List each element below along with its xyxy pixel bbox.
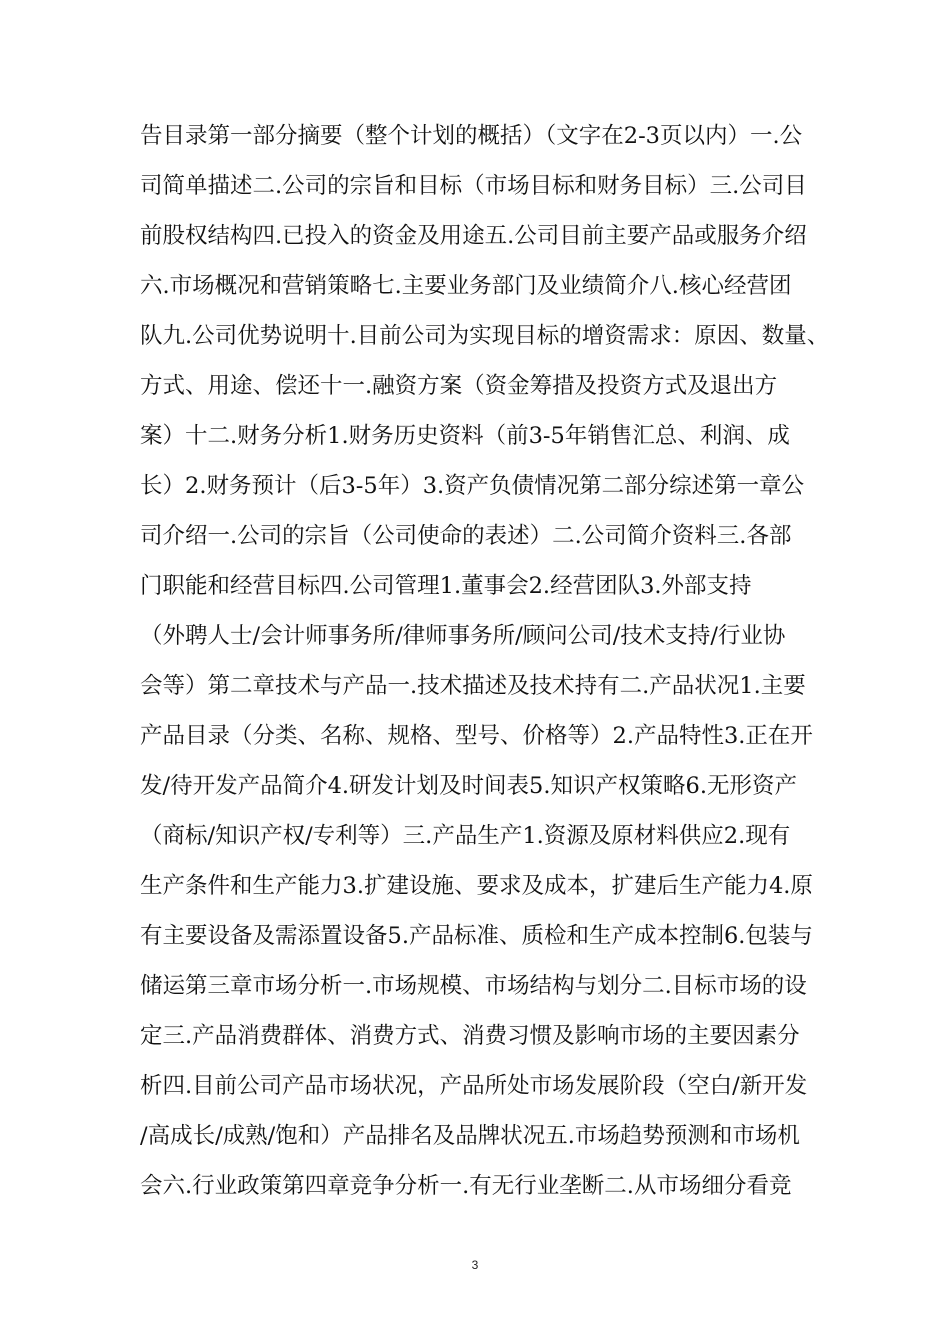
text-line: /高成长/成熟/饱和）产品排名及品牌状况五.市场趋势预测和市场机 <box>140 1123 800 1149</box>
text-line: 发/待开发产品简介4.研发计划及时间表5.知识产权策略6.无形资产 <box>140 773 797 799</box>
text-line: 析四.目前公司产品市场状况，产品所处市场发展阶段（空白/新开发 <box>140 1073 808 1099</box>
text-line: 告目录第一部分摘要（整个计划的概括）（文字在2-3页以内）一.公 <box>140 123 803 149</box>
text-line: （商标/知识产权/专利等）三.产品生产1.资源及原材料供应2.现有 <box>140 823 791 849</box>
text-line: 产品目录（分类、名称、规格、型号、价格等）2.产品特性3.正在开 <box>140 723 813 749</box>
text-line: 会等）第二章技术与产品一.技术描述及技术持有二.产品状况1.主要 <box>140 673 806 699</box>
text-line: 生产条件和生产能力3.扩建设施、要求及成本，扩建后生产能力4.原 <box>140 873 813 899</box>
text-line: 司介绍一.公司的宗旨（公司使命的表述）二.公司简介资料三.各部 <box>140 523 792 549</box>
text-line: 前股权结构四.已投入的资金及用途五.公司目前主要产品或服务介绍 <box>140 223 807 249</box>
text-line: 储运第三章市场分析一.市场规模、市场结构与划分二.目标市场的设 <box>140 973 807 999</box>
text-line: 长）2.财务预计（后3-5年）3.资产负债情况第二部分综述第一章公 <box>140 473 805 499</box>
text-line: 定三.产品消费群体、消费方式、消费习惯及影响市场的主要因素分 <box>140 1023 800 1049</box>
text-line: 六.市场概况和营销策略七.主要业务部门及业绩简介八.核心经营团 <box>140 273 792 299</box>
text-line: 有主要设备及需添置设备5.产品标准、质检和生产成本控制6.包装与 <box>140 923 813 949</box>
text-line: （外聘人士/会计师事务所/律师事务所/顾问公司/技术支持/行业协 <box>140 623 786 649</box>
text-line: 方式、用途、偿还十一.融资方案（资金筹措及投资方式及退出方 <box>140 373 778 399</box>
text-line: 门职能和经营目标四.公司管理1.董事会2.经营团队3.外部支持 <box>140 573 752 599</box>
page-number: 3 <box>471 1258 479 1272</box>
text-line: 案）十二.财务分析1.财务历史资料（前3-5年销售汇总、利润、成 <box>140 423 790 449</box>
text-line: 会六.行业政策第四章竞争分析一.有无行业垄断二.从市场细分看竞 <box>140 1173 792 1199</box>
text-line: 队九.公司优势说明十.目前公司为实现目标的增资需求：原因、数量、 <box>140 323 830 349</box>
text-line: 司简单描述二.公司的宗旨和目标（市场目标和财务目标）三.公司目 <box>140 173 807 199</box>
